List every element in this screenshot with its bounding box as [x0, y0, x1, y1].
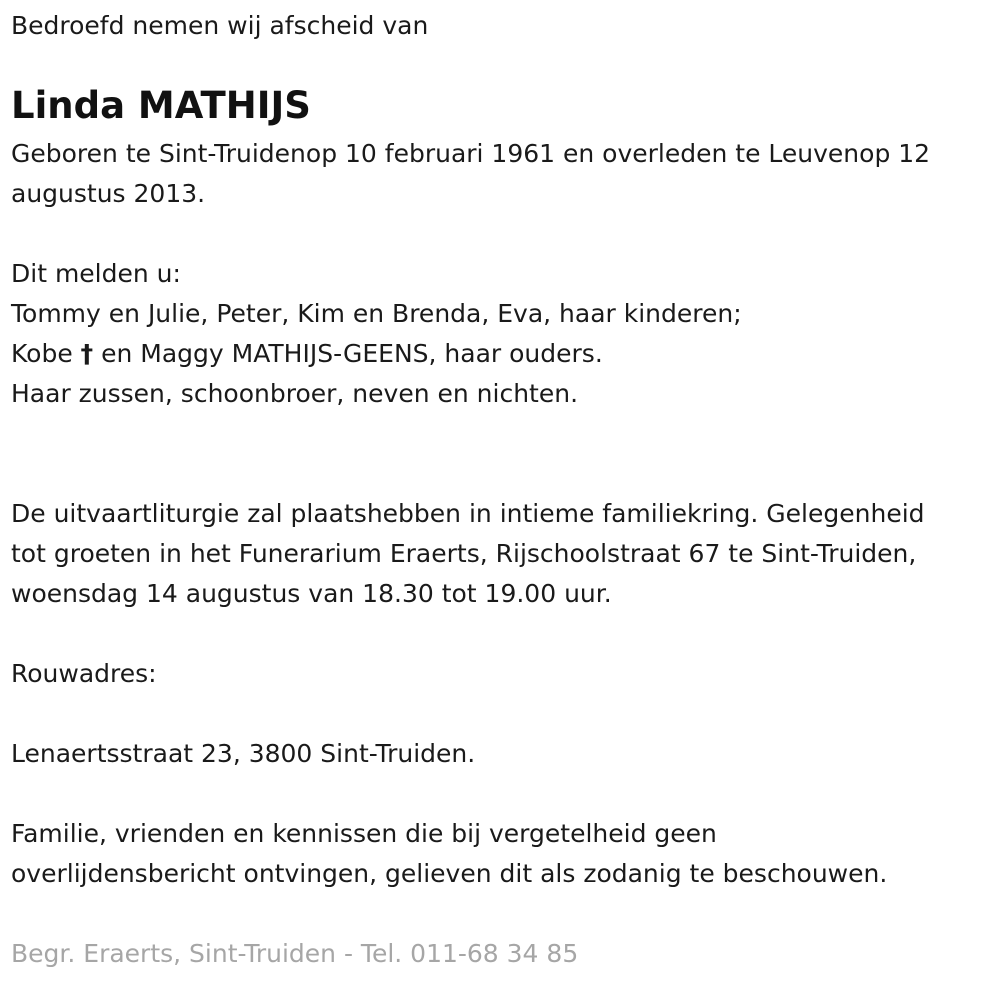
- mourning-address: [11, 734, 475, 774]
- birth-death-line-1: Geboren te Sint-Truidenop 10 februari 1961 en overleden te Leuvenop 12: [11, 139, 931, 168]
- cross-icon: †: [80, 339, 94, 368]
- intro-text: Bedroefd nemen wij afscheid van: [11, 11, 429, 40]
- mourning-address-label-text: Rouwadres:: [11, 659, 157, 688]
- parent-father: Kobe: [11, 339, 73, 368]
- mourning-address-text: Lenaertsstraat 23, 3800 Sint-Truiden.: [11, 739, 476, 768]
- relatives-line: Haar zussen, schoonbroer, neven en nichten.: [11, 379, 579, 408]
- parent-mother: en Maggy MATHIJS-GEENS, haar ouders.: [101, 339, 603, 368]
- birth-death-section: [11, 134, 930, 214]
- mourning-address-label: [11, 654, 157, 694]
- funeral-line-3: woensdag 14 augustus van 18.30 tot 19.00 uur.: [11, 579, 612, 608]
- footer: [11, 934, 578, 974]
- funeral-line-2: tot groeten in het Funerarium Eraerts, Rijschoolstraat 67 te Sint-Truiden,: [11, 539, 917, 568]
- footer-text: Begr. Eraerts, Sint-Truiden - Tel. 011-68 34 85: [11, 939, 579, 968]
- notice-line-1: Familie, vrienden en kennissen die bij vergetelheid geen: [11, 819, 717, 848]
- children-line: Tommy en Julie, Peter, Kim en Brenda, Eva, haar kinderen;: [11, 299, 742, 328]
- notice-section: [11, 814, 887, 894]
- announcers-heading: Dit melden u:: [11, 259, 181, 288]
- deceased-name: Linda MATHIJS: [11, 84, 311, 127]
- parents-line: [11, 334, 742, 374]
- funeral-line-1: De uitvaartliturgie zal plaatshebben in intieme familiekring. Gelegenheid: [11, 499, 925, 528]
- announcers-section: [11, 254, 742, 414]
- birth-death-line-2: augustus 2013.: [11, 179, 206, 208]
- notice-line-2: overlijdensbericht ontvingen, gelieven dit als zodanig te beschouwen.: [11, 859, 888, 888]
- funeral-section: [11, 494, 925, 614]
